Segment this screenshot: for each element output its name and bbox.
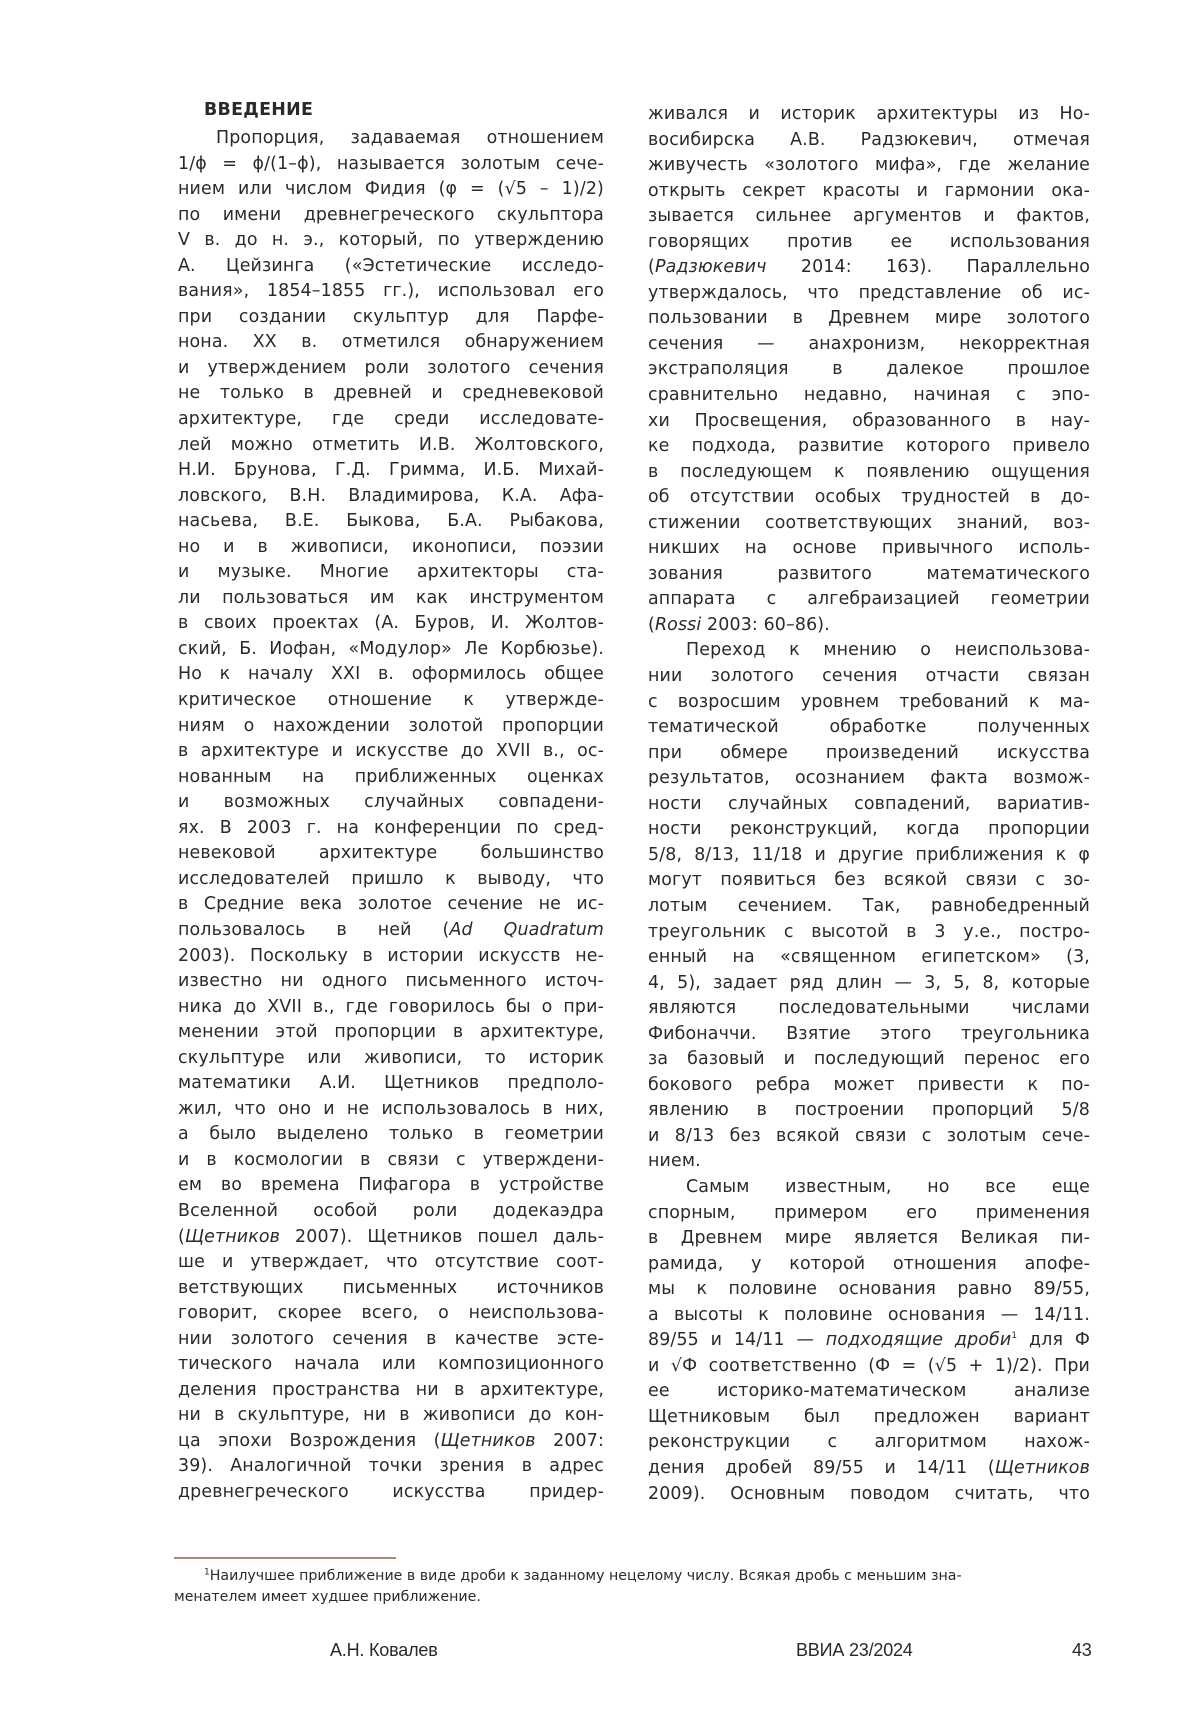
page-number: 43 — [1072, 1640, 1092, 1660]
text-line: нием. — [648, 1151, 701, 1172]
text-line: нона. XX в. отметился обнаружением — [178, 332, 604, 353]
text-line: вания», 1854–1855 гг.), использовал его — [178, 281, 604, 302]
footnote-divider — [174, 1557, 396, 1559]
text-line: жил, что оно и не использовалось в них, — [178, 1098, 604, 1119]
citation-ad-quadratum: Ad Quadratum — [449, 919, 604, 940]
text-line: известно ни одного письменного источ- — [178, 971, 604, 992]
text-line: ни в скульптуре, ни в живописи до кон- — [178, 1405, 604, 1426]
text-line: за базовый и последующий перенос его — [648, 1049, 1090, 1070]
text-line: нии золотого сечения в качестве эсте- — [178, 1328, 604, 1349]
text-line: при обмере произведений искусства — [648, 742, 1090, 763]
text-line: лей можно отметить И.В. Жолтовского, — [178, 434, 604, 455]
text-line: нованным на приближенных оценках — [178, 766, 604, 787]
footnote-line: менателем имеет худшее приближение. — [174, 1589, 481, 1605]
text-line: архитектуре, где среди исследовате- — [178, 409, 604, 430]
text-line: но и в живописи, иконописи, поэзии — [178, 536, 604, 557]
text-line: мы к половине основания равно 89/55, — [648, 1279, 1090, 1300]
text-fragment: ( — [648, 614, 655, 635]
text-line: 2009). Основным поводом считать, что — [648, 1483, 1090, 1504]
text-line: а было выделено только в геометрии — [178, 1124, 604, 1145]
text-line: бокового ребра может привести к по- — [648, 1074, 1090, 1095]
text-line: и в космологии в связи с утверждени- — [178, 1149, 604, 1170]
text-line: Но к началу XXI в. оформилось общее — [178, 664, 604, 685]
text-line: а высоты к половине основания — 14/11. — [648, 1304, 1090, 1325]
text-line: ее историко-математическом анализе — [648, 1381, 1090, 1402]
text-line: не только в древней и средневековой — [178, 383, 604, 404]
text-line: исследователей пришло к выводу, что — [178, 868, 604, 889]
text-line: говорит, скорее всего, о неиспользова- — [178, 1303, 604, 1324]
footnote-line — [174, 1566, 1100, 1587]
text-line: живался и историк архитектуры из Но- — [648, 104, 1090, 124]
text-line: скульптуре или живописи, то историк — [178, 1047, 604, 1068]
citation-shchetnikov: Щетников — [994, 1457, 1090, 1478]
text-line: сечения — анахронизм, некорректная — [648, 333, 1090, 354]
text-line: 5/8, 8/13, 11/18 и другие приближения к φ — [648, 844, 1090, 865]
text-line: математики А.И. Щетников предполо- — [178, 1073, 604, 1094]
text-line: ниям о нахождении золотой пропорции — [178, 715, 604, 736]
text-line: являются последовательными числами — [648, 998, 1090, 1019]
text-line: ли пользоваться им как инструментом — [178, 587, 604, 608]
text-line: 2003). Поскольку в истории искусств не- — [178, 945, 604, 966]
text-line: по имени древнегреческого скульптора — [178, 204, 604, 225]
text-line: Вселенной особой роли додекаэдра — [178, 1200, 604, 1221]
text-line: А. Цейзинга («Эстетические исследо- — [178, 255, 604, 276]
text-line: восибирска А.В. Радзюкевич, отмечая — [648, 129, 1090, 150]
text-line: при создании скульптур для Парфе- — [178, 306, 604, 327]
citation-line — [178, 918, 604, 944]
text-fragment: для Ф — [1017, 1330, 1090, 1351]
text-line: нии золотого сечения отчасти связан — [648, 666, 1090, 687]
text-line: Н.И. Брунова, Г.Д. Гримма, И.Б. Михай- — [178, 460, 604, 481]
formula-line: 1/ϕ = ϕ/(1–ϕ), называется золотым сече- — [178, 153, 604, 174]
text-line: ловского, В.Н. Владимирова, К.А. Афа- — [178, 485, 604, 506]
text-fragment: 2007). Щетников пошел даль- — [280, 1226, 604, 1247]
text-line: и √Ф соответственно (Ф = (√5 + 1)/2). При — [648, 1355, 1090, 1376]
footnote — [174, 1566, 1100, 1608]
text-line: насьева, В.Е. Быкова, Б.А. Рыбакова, — [178, 511, 604, 532]
text-line: в архитектуре и искусстве до XVII в., ос- — [178, 741, 604, 762]
text-line: критическое отношение к утвержде- — [178, 690, 604, 711]
text-line: об отсутствии особых трудностей в до- — [648, 487, 1090, 508]
text-line: Самым известным, но все еще — [686, 1176, 1090, 1197]
text-line: 39). Аналогичной точки зрения в адрес — [178, 1456, 604, 1477]
citation-line — [648, 1456, 1090, 1482]
footnote-text: Наилучшее приближение в виде дроби к заданному нецелому числу. Всякая дробь с меньшим зна- — [209, 1568, 962, 1584]
citation-line — [178, 1429, 604, 1455]
text-line: экстраполяция в далекое прошлое — [648, 359, 1090, 380]
text-line: ше и утверждает, что отсутствие соот- — [178, 1252, 604, 1273]
text-line: живучесть «золотого мифа», где желание — [648, 155, 1090, 176]
text-fragment: пользовалось в ней ( — [178, 919, 450, 940]
text-fragment: 2007: — [535, 1430, 604, 1451]
footer-journal: ВВИА 23/2024 — [796, 1640, 913, 1660]
text-line: аппарата с алгебраизацией геометрии — [648, 589, 1090, 610]
text-line: Переход к мнению о неиспользова- — [686, 640, 1090, 661]
text-line: деления пространства ни в архитектуре, — [178, 1379, 604, 1400]
text-line: реконструкции с алгоритмом нахож- — [648, 1432, 1090, 1453]
section-heading: ВВЕДЕНИЕ — [204, 100, 314, 120]
left-column — [178, 100, 604, 1506]
text-line: никших на основе привычного исполь- — [648, 538, 1090, 559]
text-line: пользовании в Древнем мире золотого — [648, 308, 1090, 329]
text-line: зования развитого математического — [648, 563, 1090, 584]
text-line: и 8/13 без всякой связи с золотым сече- — [648, 1125, 1090, 1146]
text-line: Фибоначчи. Взятие этого треугольника — [648, 1023, 1090, 1044]
text-line: ке подхода, развитие которого привело — [648, 436, 1090, 457]
text-line: лотым сечением. Так, равнобедренный — [648, 895, 1090, 916]
text-line: древнегреческого искусства придер- — [178, 1481, 604, 1502]
citation-line — [178, 1225, 604, 1251]
citation-line — [648, 613, 1090, 639]
text-line: и утверждением роли золотого сечения — [178, 357, 604, 378]
citation-shchetnikov: Щетников — [184, 1226, 281, 1247]
text-line: открыть секрет красоты и гармонии ока- — [648, 180, 1090, 201]
text-fragment: ( — [648, 257, 655, 278]
text-line: в Средние века золотое сечение не ис- — [178, 894, 604, 915]
text-line: невековой архитектуре большинство — [178, 843, 604, 864]
text-line: явлению в построении пропорций 5/8 — [648, 1100, 1090, 1121]
text-line: в последующем к появлению ощущения — [648, 461, 1090, 482]
citation-radzyukevich: Радзюкевич — [654, 257, 767, 278]
citation-line — [648, 255, 1090, 281]
text-line: с возросшим уровнем требований к ма- — [648, 691, 1090, 712]
right-column — [648, 102, 1090, 1507]
footer-author: А.Н. Ковалев — [330, 1640, 438, 1660]
text-line: хи Просвещения, образованного в нау- — [648, 410, 1090, 431]
text-line: Пропорция, задаваемая отношением — [216, 128, 604, 148]
text-line: 4, 5), задает ряд длин — 3, 5, 8, которые — [648, 972, 1090, 993]
text-line: рамида, у которой отношения апофе- — [648, 1253, 1090, 1274]
text-line: Щетниковым был предложен вариант — [648, 1406, 1090, 1427]
text-line: ях. В 2003 г. на конференции по сред- — [178, 817, 604, 838]
text-line: говорящих против ее использования — [648, 231, 1090, 252]
text-fragment: 2003: 60–86). — [701, 614, 830, 635]
text-line: ский, Б. Иофан, «Модулор» Ле Корбюзье). — [178, 638, 604, 659]
footnote-marker: 1 — [204, 1567, 210, 1578]
text-fragment: ца эпохи Возрождения ( — [178, 1430, 441, 1451]
text-line: спорным, примером его применения — [648, 1202, 1090, 1223]
text-line: ника до XVII в., где говорилось бы о при- — [178, 996, 604, 1017]
text-line: в Древнем мире является Великая пи- — [648, 1228, 1090, 1249]
text-line: енный на «священном египетском» (3, — [648, 947, 1090, 968]
text-fragment: дения дробей 89/55 и 14/11 ( — [648, 1457, 995, 1478]
text-fragment: ( — [178, 1226, 185, 1247]
text-line: и возможных случайных совпадени- — [178, 792, 604, 813]
text-line: ем во времена Пифагора в устройстве — [178, 1175, 604, 1196]
footnote-reference[interactable]: 1 — [1011, 1331, 1018, 1342]
text-line: зывается сильнее аргументов и фактов, — [648, 206, 1090, 227]
text-line: ности реконструкций, когда пропорции — [648, 819, 1090, 840]
text-line: тематической обработке полученных — [648, 717, 1090, 738]
footnote-ref-line — [648, 1328, 1090, 1354]
term-fitting-fractions: подходящие дроби — [825, 1330, 1012, 1351]
text-line: в своих проектах (А. Буров, И. Жолтов- — [178, 613, 604, 634]
text-fragment: 89/55 и 14/11 — — [648, 1330, 826, 1351]
citation-shchetnikov: Щетников — [440, 1430, 536, 1451]
text-line: результатов, осознанием факта возмож- — [648, 768, 1090, 789]
text-line: менении этой пропорции в архитектуре, — [178, 1022, 604, 1043]
text-line: тического начала или композиционного — [178, 1354, 604, 1375]
text-line: утверждалось, что представление об ис- — [648, 282, 1090, 303]
text-line: V в. до н. э., который, по утверждению — [178, 230, 604, 251]
text-line: и музыке. Многие архитекторы ста- — [178, 562, 604, 583]
citation-rossi: Rossi — [654, 614, 702, 635]
text-line: треугольник с высотой в 3 у.е., постро- — [648, 921, 1090, 942]
text-line: стижении соответствующих знаний, воз- — [648, 512, 1090, 533]
text-line: могут появиться без всякой связи с зо- — [648, 870, 1090, 891]
text-line: ности случайных совпадений, вариатив- — [648, 793, 1090, 814]
text-line: сравнительно недавно, начиная с эпо- — [648, 385, 1090, 406]
text-line: ветствующих письменных источников — [178, 1277, 604, 1298]
text-fragment: 2014: 163). Параллельно — [766, 257, 1090, 278]
text-line: нием или числом Фидия (φ = (√5 – 1)/2) — [178, 179, 604, 200]
